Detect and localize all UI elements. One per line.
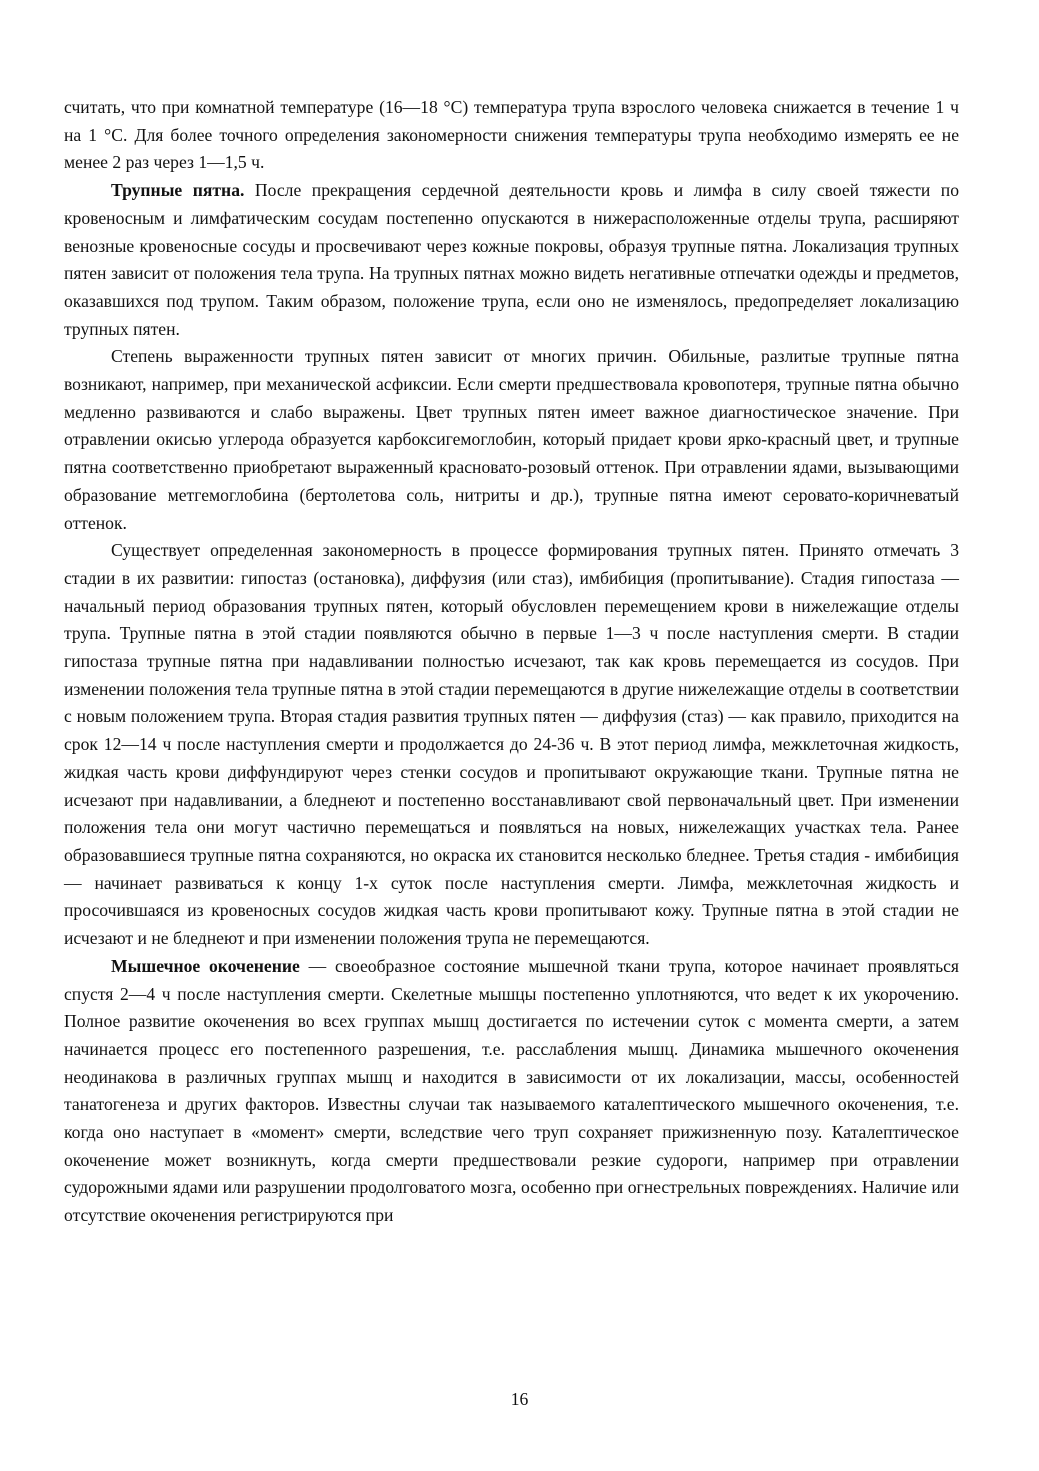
paragraph-rigor-mortis (64, 953, 959, 1230)
paragraph-text: После прекращения сердечной деятельности кровь и лимфа в силу своей тяжести по кровеносным и лимфатическим сосудам постепенно опускаются в нижерасположенные отделы трупа, расширяют венозные кровеносные сосуды и просвечивают через кожные покровы, образуя трупные пятна. Локализация трупных пятен зависит от положения тела трупа. На трупных пятнах можно видеть негативные отпечатки одежды и предметов, оказавшихся под трупом. Таким образом, положение трупа, если оно не изменялось, предопределяет локализацию трупных пятен. (64, 180, 959, 339)
paragraph-text: Существует определенная закономерность в процессе формирования трупных пятен. Принято отмечать 3 стадии в их развитии: гипостаз (остановка), диффузия (или стаз), имбибиция (пропитывание). Стадия гипостаза — начальный период образования трупных пятен, который обусловлен перемещением крови в нижележащие отделы трупа. Трупные пятна в этой стадии появляются обычно в первые 1—3 ч после наступления смерти. В стадии гипостаза трупные пятна при надавливании полностью исчезают, так как кровь перемещается из сосудов. При изменении положения тела трупные пятна в этой стадии перемещаются в другие нижележащие отделы в соответствии с новым положением трупа. Вторая стадия развития трупных пятен — диффузия (стаз) — как правило, приходится на срок 12—14 ч после наступления смерти и продолжается до 24-36 ч. В этот период лимфа, межклеточная жидкость, жидкая часть крови диффундируют через стенки сосудов и пропитывают окружающие ткани. Трупные пятна не исчезают при надавливании, а бледнеют и постепенно восстанавливают свой первоначальный цвет. При изменении положения тела они могут частично перемещаться и появляться на новых, нижележащих участках тела. Ранее образовавшиеся трупные пятна сохраняются, но окраска их становится несколько бледнее. Третья стадия - имбибиция — начинает развиваться к концу 1-х суток после наступления смерти. Лимфа, межклеточная жидкость и просочившаяся из кровеносных сосудов жидкая часть крови пропитывают кожу. Трупные пятна в этой стадии не исчезают и не бледнеют и при изменении положения трупа не перемещаются. (64, 540, 959, 949)
page-body (64, 94, 959, 1230)
section-heading-livor-mortis: Трупные пятна. (111, 180, 245, 201)
paragraph-livor-mortis (64, 177, 959, 343)
page-number: 16 (510, 1389, 529, 1409)
paragraph-text: — своеобразное состояние мышечной ткани трупа, которое начинает проявляться спустя 2—4 ч после наступления смерти. Скелетные мышцы постепенно уплотняются, что ведет к их укорочению. Полное развитие окоченения во всех группах мышц достигается по истечении суток с момента смерти, а затем начинается процесс его постепенного разрешения, т.е. расслабления мышц. Динамика мышечного окоченения неодинакова в различных группах мышц и находится в зависимости от их локализации, массы, особенностей танатогенеза и других факторов. Известны случаи так называемого каталептического мышечного окоченения, т.е. когда оно наступает в «момент» смерти, вследствие чего труп сохраняет прижизненную позу. Каталептическое окоченение может возникнуть, когда смерти предшествовали резкие судороги, например при отравлении судорожными ядами или разрушении продолговатого мозга, особенно при огнестрельных повреждениях. Наличие или отсутствие окоченения регистрируются при (64, 955, 959, 1226)
paragraph-text: считать, что при комнатной температуре (16—18 °С) температура трупа взрослого человека снижается в течение 1 ч на 1 °С. Для более точного определения закономерности снижения температуры трупа необходимо измерять ее не менее 2 раз через 1—1,5 ч. (64, 97, 959, 173)
section-heading-rigor-mortis: Мышечное окоченение (111, 955, 300, 976)
paragraph-livor-intensity (64, 343, 959, 537)
paragraph-text: Степень выраженности трупных пятен зависит от многих причин. Обильные, разлитые трупные пятна возникают, например, при механической асфиксии. Если смерти предшествовала кровопотеря, трупные пятна обычно медленно развиваются и слабо выражены. Цвет трупных пятен имеет важное диагностическое значение. При отравлении окисью углерода образуется карбоксигемоглобин, который придает крови ярко-красный цвет, и трупные пятна соответственно приобретают выраженный красновато-розовый оттенок. При отравлении ядами, вызывающими образование метгемоглобина (бертолетова соль, нитриты и др.), трупные пятна имеют серовато-коричневатый оттенок. (64, 346, 959, 533)
paragraph-livor-stages (64, 537, 959, 953)
paragraph-temperature-end (64, 94, 959, 177)
